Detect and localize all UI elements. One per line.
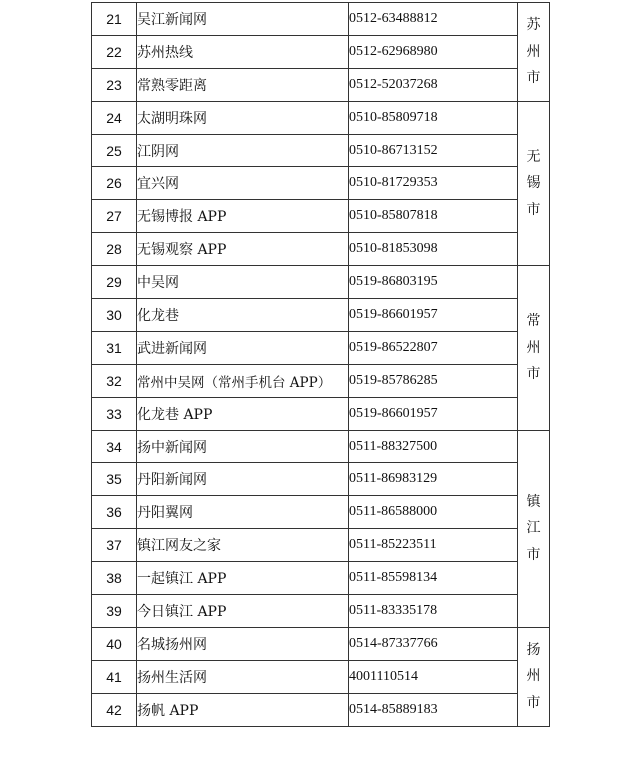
table-row (92, 331, 550, 364)
site-name: 一起镇江 APP (137, 562, 349, 595)
row-number: 24 (92, 101, 137, 134)
table-row (92, 68, 550, 101)
site-name: 无锡观察 APP (137, 233, 349, 266)
phone-number: 0511-86588000 (349, 496, 518, 529)
table-row (92, 134, 550, 167)
site-name: 化龙巷 APP (137, 397, 349, 430)
site-name: 化龙巷 (137, 299, 349, 332)
row-number: 21 (92, 3, 137, 36)
row-number: 42 (92, 693, 137, 726)
phone-number: 0511-88327500 (349, 430, 518, 463)
table-row (92, 430, 550, 463)
site-name: 中吴网 (137, 266, 349, 299)
site-name: 吴江新闻网 (137, 3, 349, 36)
table-row (92, 562, 550, 595)
row-number: 28 (92, 233, 137, 266)
phone-number: 0510-85807818 (349, 200, 518, 233)
row-number: 41 (92, 660, 137, 693)
site-name: 今日镇江 APP (137, 595, 349, 628)
row-number: 26 (92, 167, 137, 200)
phone-number: 0510-85809718 (349, 101, 518, 134)
phone-number: 0519-86803195 (349, 266, 518, 299)
hotline-table (91, 2, 550, 727)
site-name: 扬帆 APP (137, 693, 349, 726)
phone-number: 0519-86601957 (349, 397, 518, 430)
phone-number: 0511-83335178 (349, 595, 518, 628)
phone-number: 4001110514 (349, 660, 518, 693)
phone-number: 0519-85786285 (349, 364, 518, 397)
phone-number: 0510-81729353 (349, 167, 518, 200)
table-row (92, 200, 550, 233)
table-row (92, 35, 550, 68)
row-number: 37 (92, 529, 137, 562)
row-number: 39 (92, 595, 137, 628)
row-number: 33 (92, 397, 137, 430)
site-name: 宜兴网 (137, 167, 349, 200)
site-name: 太湖明珠网 (137, 101, 349, 134)
table-row (92, 3, 550, 36)
site-name: 丹阳新闻网 (137, 463, 349, 496)
row-number: 31 (92, 331, 137, 364)
site-name: 名城扬州网 (137, 627, 349, 660)
row-number: 38 (92, 562, 137, 595)
site-name: 常熟零距离 (137, 68, 349, 101)
site-name: 镇江网友之家 (137, 529, 349, 562)
table-row (92, 660, 550, 693)
table-row (92, 167, 550, 200)
table-row (92, 299, 550, 332)
row-number: 29 (92, 266, 137, 299)
row-number: 30 (92, 299, 137, 332)
site-name: 武进新闻网 (137, 331, 349, 364)
table-row (92, 364, 550, 397)
site-name: 常州中吴网（常州手机台 APP） (137, 364, 349, 397)
phone-number: 0512-62968980 (349, 35, 518, 68)
site-name: 无锡博报 APP (137, 200, 349, 233)
site-name: 苏州热线 (137, 35, 349, 68)
row-number: 23 (92, 68, 137, 101)
phone-number: 0514-85889183 (349, 693, 518, 726)
table-row (92, 397, 550, 430)
phone-number: 0512-63488812 (349, 3, 518, 36)
phone-number: 0512-52037268 (349, 68, 518, 101)
site-name: 丹阳翼网 (137, 496, 349, 529)
phone-number: 0511-85223511 (349, 529, 518, 562)
city-cell-yangzhou: 扬 州 市 (518, 627, 550, 726)
row-number: 32 (92, 364, 137, 397)
phone-number: 0519-86601957 (349, 299, 518, 332)
row-number: 36 (92, 496, 137, 529)
row-number: 25 (92, 134, 137, 167)
phone-number: 0514-87337766 (349, 627, 518, 660)
table-row (92, 101, 550, 134)
phone-number: 0510-86713152 (349, 134, 518, 167)
city-cell-suzhou: 苏 州 市 (518, 3, 550, 102)
site-name: 江阴网 (137, 134, 349, 167)
site-name: 扬州生活网 (137, 660, 349, 693)
row-number: 35 (92, 463, 137, 496)
phone-number: 0511-86983129 (349, 463, 518, 496)
table-row (92, 595, 550, 628)
city-cell-changzhou: 常 州 市 (518, 266, 550, 430)
row-number: 34 (92, 430, 137, 463)
city-cell-zhenjiang: 镇 江 市 (518, 430, 550, 627)
table-row (92, 693, 550, 726)
row-number: 40 (92, 627, 137, 660)
site-name: 扬中新闻网 (137, 430, 349, 463)
table-row (92, 627, 550, 660)
table-row (92, 266, 550, 299)
table-row (92, 233, 550, 266)
city-cell-wuxi: 无 锡 市 (518, 101, 550, 265)
table-row (92, 529, 550, 562)
phone-number: 0510-81853098 (349, 233, 518, 266)
phone-number: 0511-85598134 (349, 562, 518, 595)
row-number: 27 (92, 200, 137, 233)
row-number: 22 (92, 35, 137, 68)
table-row (92, 496, 550, 529)
phone-number: 0519-86522807 (349, 331, 518, 364)
table-row (92, 463, 550, 496)
